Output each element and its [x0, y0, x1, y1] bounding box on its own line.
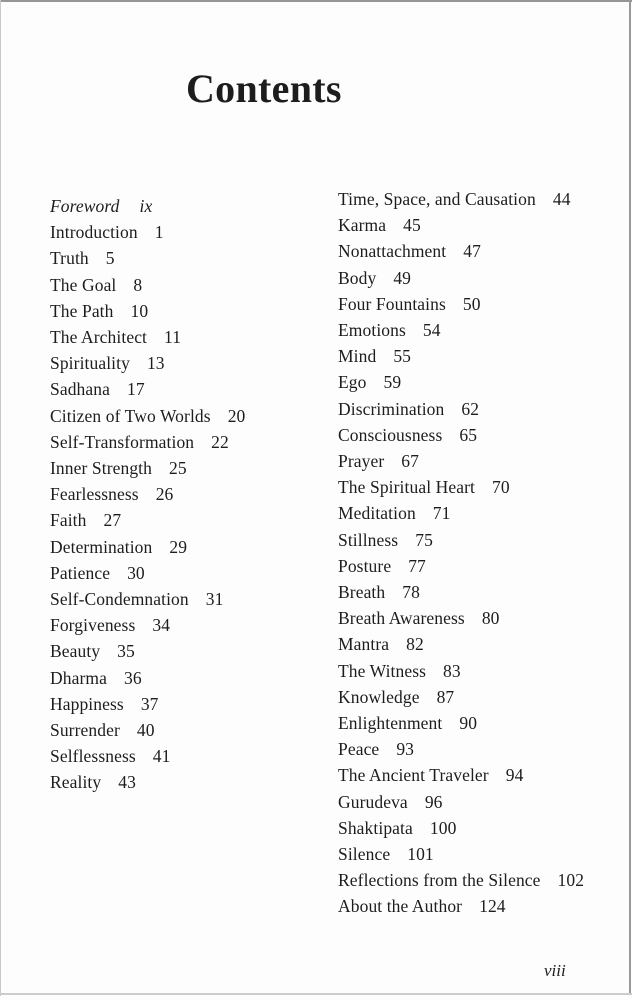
toc-entry-page: 87 [436, 686, 455, 707]
toc-entry [338, 212, 584, 238]
toc-entry-title: Beauty [50, 641, 101, 662]
toc-entry-title: The Spiritual Heart [338, 477, 475, 498]
toc-entry [50, 507, 245, 533]
toc-entry-title: Karma [338, 215, 387, 236]
toc-entry-title: Self-Condemnation [50, 589, 189, 610]
toc-entry-title: The Architect [50, 327, 148, 348]
toc-entry-title: Selflessness [50, 746, 136, 767]
toc-entry-title: Stillness [338, 529, 399, 550]
toc-entry-title: Introduction [50, 222, 138, 243]
toc-entry [338, 396, 584, 422]
toc-entry-page: 43 [118, 772, 136, 793]
toc-entry-page: 30 [127, 562, 145, 583]
toc-entry-page: 75 [415, 529, 433, 550]
toc-entry-title: Time, Space, and Causation [338, 189, 536, 209]
toc-entry [338, 186, 584, 212]
toc-entry-page: 100 [429, 817, 457, 838]
toc-entry [50, 324, 245, 350]
page-edge-right [629, 0, 631, 995]
toc-entry-title: Inner Strength [50, 458, 152, 479]
toc-entry [50, 245, 245, 271]
toc-entry-title: Posture [338, 555, 392, 576]
toc-entry-title: Forgiveness [50, 615, 136, 636]
page-title: Contents [186, 66, 342, 111]
toc-entry [50, 350, 245, 376]
toc-entry-page: 8 [133, 274, 143, 295]
toc-entry [338, 710, 584, 736]
toc-entry-page: 13 [146, 353, 165, 374]
toc-entry-title: Self-Transformation [50, 431, 195, 452]
toc-entry [338, 369, 584, 395]
toc-entry-page: 70 [492, 477, 510, 498]
toc-entry-page: 31 [205, 589, 224, 610]
toc-entry-page: 102 [557, 870, 585, 891]
toc-entry-page: 78 [402, 582, 420, 603]
toc-entry [50, 560, 245, 586]
toc-entry-title: Silence [338, 844, 391, 865]
toc-entry-title: The Goal [50, 274, 117, 295]
toc-entry-page: 62 [461, 398, 480, 419]
toc-entry-page: 80 [481, 608, 500, 629]
toc-entry [338, 684, 584, 710]
toc-entry-title: Gurudeva [338, 791, 408, 812]
toc-entry-title: Surrender [50, 720, 120, 741]
toc-entry-title: Peace [338, 739, 380, 760]
toc-entry [50, 272, 245, 298]
toc-entry-title: Emotions [338, 320, 406, 341]
toc-entry-title: Dharma [50, 667, 107, 688]
toc-entry [50, 298, 245, 324]
toc-entry-title: Meditation [338, 503, 416, 524]
toc-entry [338, 605, 584, 631]
toc-entry [50, 612, 245, 638]
toc-column-right [338, 186, 584, 920]
toc-entry [50, 638, 245, 664]
toc-entry-page: 10 [130, 300, 149, 321]
toc-entry-page: 67 [401, 451, 419, 472]
toc-entry [338, 474, 584, 500]
toc-entry-page: 94 [505, 765, 524, 786]
toc-entry-title: Happiness [50, 693, 124, 714]
toc-entry-page: 44 [552, 189, 571, 209]
toc-entry-page: 47 [463, 241, 481, 262]
toc-entry [50, 376, 245, 402]
toc-entry [338, 500, 584, 526]
toc-entry-title: Foreword [50, 196, 120, 216]
toc-entry-title: Reflections from the Silence [338, 870, 541, 891]
toc-entry [338, 658, 584, 684]
toc-entry-title: Breath [338, 582, 386, 603]
toc-entry-title: About the Author [338, 896, 463, 917]
toc-entry-title: Knowledge [338, 686, 420, 707]
toc-entry [338, 631, 584, 657]
toc-entry-page: 55 [393, 346, 412, 367]
toc-entry [50, 481, 245, 507]
toc-entry [50, 586, 245, 612]
toc-entry-title: Truth [50, 248, 89, 269]
toc-entry [50, 743, 245, 769]
toc-entry-page: 36 [123, 667, 142, 688]
toc-entry [338, 238, 584, 264]
toc-entry-page: 27 [103, 510, 122, 531]
toc-entry-page: 11 [164, 327, 182, 348]
toc-entry-page: 71 [432, 503, 451, 524]
toc-entry [338, 265, 584, 291]
toc-entry-page: 83 [443, 660, 461, 681]
toc-entry-page: 82 [406, 634, 424, 655]
toc-entry [50, 455, 245, 481]
toc-entry-title: Faith [50, 510, 87, 531]
toc-entry [338, 291, 584, 317]
toc-entry [338, 553, 584, 579]
toc-entry-page: 26 [155, 484, 174, 505]
toc-entry-page: 40 [136, 720, 155, 741]
toc-entry-page: 93 [396, 739, 415, 760]
toc-entry [50, 219, 245, 245]
toc-entry [338, 527, 584, 553]
toc-entry-page: 50 [462, 293, 481, 314]
toc-entry-page: 59 [383, 372, 402, 393]
toc-entry-page: 29 [169, 536, 188, 557]
toc-entry-title: Shaktipata [338, 817, 413, 838]
toc-entry-title: Ego [338, 372, 367, 393]
toc-entry-title: Enlightenment [338, 713, 443, 734]
toc-entry-title: The Path [50, 300, 114, 321]
toc-entry-page: 45 [403, 215, 421, 236]
page-edge-left [0, 0, 1, 996]
toc-entry-page: ix [139, 196, 153, 216]
toc-entry-page: 22 [211, 431, 229, 452]
toc-entry [338, 343, 584, 369]
toc-entry-page: 34 [152, 615, 171, 636]
toc-entry-page: 124 [479, 896, 506, 917]
toc-entry [338, 815, 584, 841]
toc-entry-page: 37 [140, 693, 159, 714]
folio-page-number: viii [544, 961, 566, 980]
toc-entry-title: Patience [50, 562, 111, 583]
toc-entry-page: 77 [408, 555, 426, 576]
toc-entry [338, 789, 584, 815]
toc-entry-page: 17 [127, 379, 145, 400]
toc-entry [338, 736, 584, 762]
toc-entry-page: 49 [393, 267, 412, 288]
toc-entry-title: Spirituality [50, 353, 130, 374]
toc-entry [338, 317, 584, 343]
toc-entry-title: Mantra [338, 634, 390, 655]
toc-entry-title: Citizen of Two Worlds [50, 405, 211, 426]
toc-entry [50, 429, 245, 455]
toc-entry-title: Sadhana [50, 379, 110, 400]
toc-entry-page: 54 [422, 320, 441, 341]
toc-entry-page: 1 [154, 222, 164, 243]
toc-entry-title: The Ancient Traveler [338, 765, 489, 786]
toc-column-left [50, 193, 245, 796]
toc-entry-title: Discrimination [338, 398, 445, 419]
toc-entry-title: Nonattachment [338, 241, 447, 262]
toc-entry-page: 96 [424, 791, 443, 812]
toc-entry-title: Determination [50, 536, 153, 557]
toc-entry-title: Fearlessness [50, 484, 139, 505]
toc-entry-page: 20 [227, 405, 246, 426]
toc-entry-title: Body [338, 267, 377, 288]
toc-entry-page: 65 [459, 424, 478, 445]
toc-entry [50, 403, 245, 429]
page-edge-bottom [0, 993, 632, 995]
toc-entry-page: 101 [407, 844, 434, 865]
toc-entry-title: Consciousness [338, 424, 443, 445]
toc-entry [50, 691, 245, 717]
toc-entry-title: Breath Awareness [338, 608, 465, 629]
toc-entry [50, 769, 245, 795]
toc-entry-title: Mind [338, 346, 377, 367]
toc-entry-title: Four Fountains [338, 293, 446, 314]
toc-entry [338, 762, 584, 788]
toc-entry [338, 422, 584, 448]
toc-entry [50, 717, 245, 743]
toc-entry [338, 867, 584, 893]
toc-entry-title: The Witness [338, 660, 427, 681]
toc-entry [50, 534, 245, 560]
toc-entry [50, 665, 245, 691]
toc-entry-page: 90 [459, 713, 478, 734]
toc-entry [338, 893, 584, 919]
toc-entry-title: Reality [50, 772, 102, 793]
toc-entry [338, 579, 584, 605]
toc-entry-page: 35 [117, 641, 135, 662]
toc-entry-page: 5 [105, 248, 115, 269]
toc-entry-page: 25 [169, 458, 187, 479]
page-edge-top [0, 0, 632, 2]
toc-entry [50, 193, 245, 219]
toc-entry [338, 841, 584, 867]
toc-entry [338, 448, 584, 474]
toc-entry-page: 41 [152, 746, 171, 767]
toc-entry-title: Prayer [338, 451, 385, 472]
